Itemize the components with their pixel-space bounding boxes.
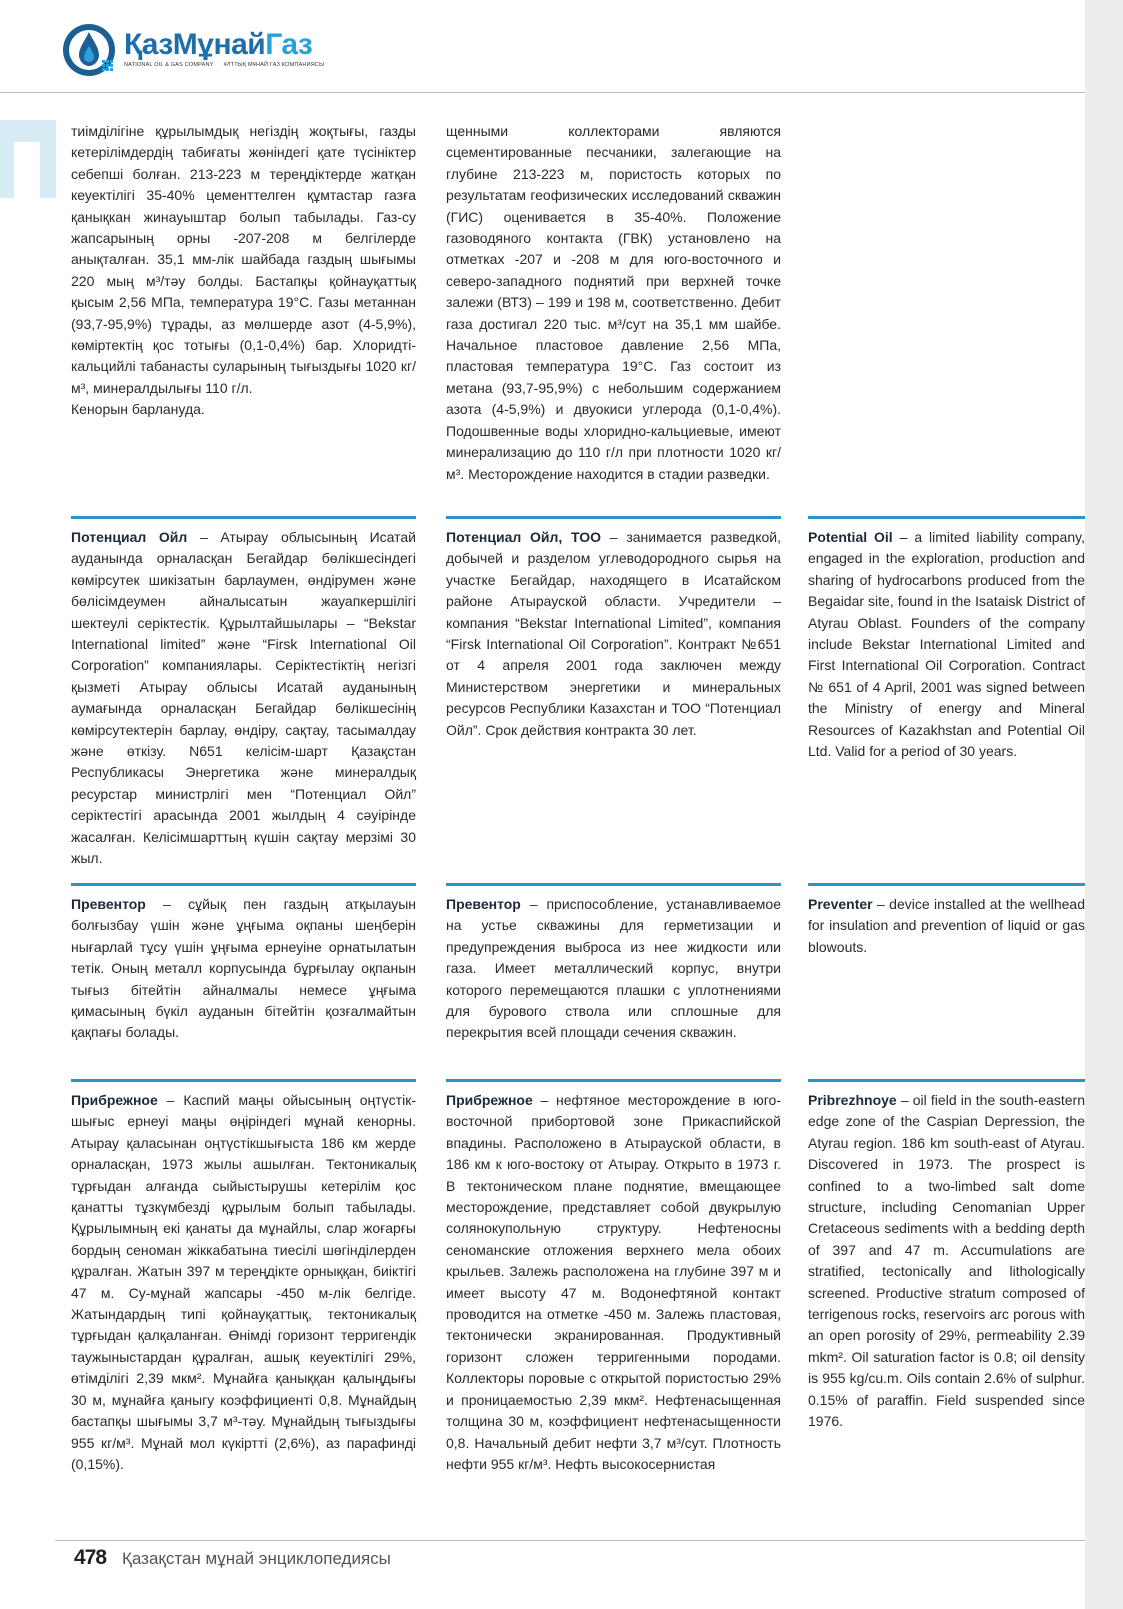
entry-divider [446, 883, 781, 886]
entry-en [808, 1090, 1085, 1433]
header-divider [0, 92, 1085, 93]
logo-tagline-en: NATIONAL OIL & GAS COMPANY [124, 62, 214, 68]
logo-wordmark [124, 30, 324, 60]
entry-term: Потенциал Ойл, ТОО [446, 529, 602, 545]
entry-en [808, 894, 1085, 958]
entry-divider [446, 1079, 781, 1082]
entry-term: Потенциал Ойл [71, 529, 188, 545]
entry-definition: – сұйық пен газдың атқылауын болғызбау үшін және ұңғыма оқпаны шеңберін нығарлай тұсу үшін ұңғыма ернеуіне орнатылатын тетік. Оның металл корпусында бұрғылау оқпанын тығыз бітейтін айналмалы немесе ұңғыма қимасының бүкіл ауданын бітейтін қозғалмайтын қақпағы болады. [71, 896, 416, 1041]
entry-term: Pribrezhnoye [808, 1092, 897, 1108]
entry-definition: – device installed at the wellhead for insulation and prevention of liquid or gas blowouts. [808, 896, 1085, 955]
entry-definition: – a limited liability company, engaged in the exploration, production and sharing of hydrocarbons produced from the Begaidar site, found in the Isataisk District of Atyrau Oblast. Founders of the company include Bekstar International Limited and First International Oil Corporation. Contract № 651 of 4 April, 2001 was signed between the Ministry of energy and Mineral Resources of Kazakhstan and Potential Oil Ltd. Valid for a period of 30 years. [808, 529, 1085, 760]
entry-definition: – Каспий маңы ойысының оңтүстік-шығыс ернеуі маңы өңіріндегі мұнай кенорны. Атырау қаласынан оңтүстікшығыста 186 км жерде орналасқан, 1973 жылы ашылған. Тектоникалық тұрғыдан алғанда сыйыстырушы кетерілім қос қанатты тұзкүмбезді құрылым болып табылады. Құрылымның екі қанаты да мұнайлы, слар жоғарғы бордың сеноман жіккабатына тиесілі шөгінділерден құралған. Жатын 397 м тереңдікте орныққан, биіктігі 47 м. Су-мұнай жапсары -450 м-лік белгіде. Жатындардың типі қойнауқаттық, тектоникалық тұрғыдан қалқаланған. Өнімді горизонт терригендік таужыныстардан құралған, ашық кеуектілігі 29%, өтімділігі 2,39 мкм². Мұнайға қаныққан қалыңдығы 30 м, мұнайға қаныгу коэффициенті 0,8. Мұнайдың бастапқы шығымы 3,7 м³-тәу. Мұнайдың тығыздығы 955 кг/м³. Мұнай мол күкіртті (2,6%), аз парафинді (0,15%). [71, 1092, 416, 1472]
entry-definition: – занимается разведкой, добычей и разделом углеводородного сырья на участке Бегайдар, находящего в Исатайском районе Атырауской области. Учредители – компания “Bekstar International Limited”, компания “Firsk International Oil Corporation”. Контракт №651 от 4 апреля 2001 года заключен между Министерством энергетики и минеральных ресурсов Республики Казахстан и ТОО “Потенциал Ойл”. Срок действия контракта 30 лет. [446, 529, 781, 738]
entry-term: Превентор [71, 896, 146, 912]
entry-divider [71, 1079, 416, 1082]
entry-divider [71, 516, 416, 519]
logo-wordmark-main: ҚазМұнай [124, 28, 266, 61]
logo-wordmark-accent: Газ [265, 28, 313, 61]
top-ru-continuation [446, 121, 781, 485]
top-kz-note: Кенорын барлануда. [71, 401, 205, 418]
top-ru-text: щенными коллекторами являются сцементированные песчаники, залегающие на глубине 213-223 м, пористость которых по результатам геофизических исследований скважин (ГИС) оценивается в 35-40%. Положение газоводяного контакта (ГВК) установлено на отметках -207 и -208 м для юго-восточного и северо-западного поднятий при верхней точке залежи (ВТЗ) – 199 и 198 м, соответственно. Дебит газа достигал 220 тыс. м³/сут на 35,1 мм шайбе. Начальное пластовое давление 2,56 МПа, пластовая температура 19°С. Газ состоит из метана (93,7-95,9%) с небольшим содержанием азота (4-5,9%) и двуокиси углерода (0,1-0,4%). Подошвенные воды хлоридно-кальциевые, имеют минерализацию до 110 г/л при плотности 1020 кг/м³. Месторождение находится в стадии разведки. [446, 123, 781, 482]
entry-ru [446, 527, 781, 741]
entry-ru [446, 894, 781, 1044]
entry-divider [71, 883, 416, 886]
entry-divider [808, 883, 1085, 886]
entry-definition: – приспособление, устанавливаемое на устье скважины для герметизации и предупреждения выброса из нее жидкости или газа. Имеет металлический корпус, внутри которого перемещаются плашки с уплотнениями для бурового ствола или сплошные для перекрытия всей площади сечения скважин. [446, 896, 781, 1041]
section-letter-tab [0, 120, 56, 198]
logo-tagline [124, 62, 324, 68]
top-kz-text: тиімділігіне құрылымдық негіздің жоқтығы, газды кетерілімдердің табиғаты жөніндегі қате түсініктер себепші болған. 213-223 м тереңдіктерде жатқан кеуектілігі 35-40% цементтелген құмтастар газға қанықкан жинауыштар болып табылады. Газ-су жапсарының орны -207-208 м белгілерде анықталған. 35,1 мм-лік шайбада газдың шығымы 220 мың м³/тәу болды. Бастапқы қойнауқаттық қысым 2,56 МПа, температура 19°С. Газы метаннан (93,7-95,9%) тұрады, аз мөлшерде азот (4-5,9%), көміртектің қос тотығы (0,1-0,4%) бар. Хлоридті-кальцийлі табанасты суларының тығыздығы 1020 кг/м³, минералдылығы 110 г/л. [71, 123, 416, 396]
entry-term: Прибрежное [71, 1092, 158, 1108]
footer-divider [55, 1540, 1085, 1541]
entry-definition: – oil field in the south-eastern edge zone of the Caspian Depression, the Atyrau region. 186 km south-east of Atyrau. Discovered in 1973. The prospect is confined to a two-limbed salt dome structure, including Cenomanian Upper Cretaceous sediments with a bedding depth of 397 and 47 m. Accumulations are stratified, tectonically and lithologically screened. Productive stratum composed of terrigenous rocks, reservoirs arc porous with an open porosity of 29%, permeability 2.39 mkm². Oil saturation factor is 0.8; oil density is 955 kg/cu.m. Oils contain 2.6% of sulphur. 0.15% of paraffin. Field suspended since 1976. [808, 1092, 1085, 1430]
entry-definition: – нефтяное месторождение в юго-восточной прибортовой зоне Прикаспийской впадины. Расположено в Атырауской области, в 186 км к юго-востоку от Атырау. Открыто в 1973 г. В тектоническом плане поднятие, вмещающее месторождение, представляет собой двукрылую солянокупольную структуру. Нефтеносны сеноманские отложения верхнего мела обоих крыльев. Залежь расположена на глубине 397 м и имеет высоту 47 м. Водонефтяной контакт проводится на отметке -450 м. Залежь пластовая, тектонически экранированная. Продуктивный горизонт сложен терригенными породами. Коллекторы поровые с открытой пористостью 29% и проницаемостью 2,39 мкм². Нефтенасыщенная толщина 30 м, коэффициент нефтенасыщенности 0,8. Начальный дебит нефти 3,7 м³/сут. Плотность нефти 955 кг/м³. Нефть высокосернистая [446, 1092, 781, 1472]
entry-definition: – Атырау облысының Исатай ауданында орналасқан Бегайдар бөлікшесіндегі көмірсутек шикізатын барлаумен, өндірумен және бөлісімдеумен айналысатын жауапкершілігі шектеулі серіктестік. Құрылтайшылары – “Bekstar International limited” және “Firsk International Oil Corporation” компаниялары. Серіктестіктің негізгі қызметі Атырау облысы Исатай ауданының аумағында орналасқан Бегайдар бөлікшесінің көмірсутектерін барлау, өндіру, сақтау, тасымалдау және өткізу. N651 келісім-шарт Қазақстан Республикасы Энергетика және минералдық ресурстар министрлігі мен “Потенциал Ойл” серіктестігі арасында 2001 жылдың 4 сәуірінде жасалған. Келісімшарттың күшін сақтау мерзімі 30 жыл. [71, 529, 416, 867]
entry-term: Potential Oil [808, 529, 893, 545]
company-logo [62, 20, 324, 78]
top-kz-continuation [71, 121, 416, 421]
entry-divider [808, 1079, 1085, 1082]
footer-book-title: Қазақстан мұнай энциклопедиясы [122, 1549, 391, 1568]
flame-drop-icon [62, 20, 120, 78]
entry-en [808, 527, 1085, 762]
entry-term: Preventer [808, 896, 873, 912]
right-margin-strip [1085, 0, 1123, 1609]
entry-kz [71, 1090, 416, 1475]
entry-ru [446, 1090, 781, 1475]
entry-kz [71, 527, 416, 870]
entry-kz [71, 894, 416, 1044]
logo-tagline-kz: ҰЛТТЫҚ МҰНАЙ ГАЗ КОМПАНИЯСЫ [223, 62, 325, 68]
entry-divider [446, 516, 781, 519]
entry-divider [808, 516, 1085, 519]
page-number: 478 [74, 1546, 107, 1569]
entry-term: Прибрежное [446, 1092, 533, 1108]
entry-term: Превентор [446, 896, 521, 912]
